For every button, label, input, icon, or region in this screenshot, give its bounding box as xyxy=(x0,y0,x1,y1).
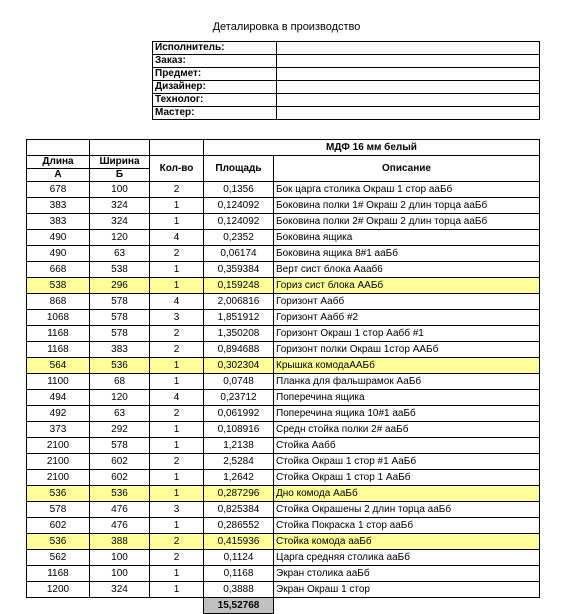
cell-qty: 1 xyxy=(150,486,204,502)
cell-length: 1200 xyxy=(27,582,90,598)
cell-qty: 2 xyxy=(150,454,204,470)
cell-area: 0,894688 xyxy=(204,342,274,358)
area-total: 15,52768 xyxy=(204,598,274,614)
table-row xyxy=(27,390,540,406)
table-row xyxy=(27,486,540,502)
table-row xyxy=(27,262,540,278)
parts-table xyxy=(26,139,540,614)
cell-area: 2,006816 xyxy=(204,294,274,310)
cell-qty: 1 xyxy=(150,374,204,390)
cell-qty: 1 xyxy=(150,278,204,294)
cell-width: 324 xyxy=(90,582,150,598)
table-row xyxy=(27,502,540,518)
cell-area: 0,124092 xyxy=(204,198,274,214)
cell-area: 0,1124 xyxy=(204,550,274,566)
cell-width: 100 xyxy=(90,182,150,198)
table-row xyxy=(27,518,540,534)
cell-description: Горизонт Аабб xyxy=(274,294,540,310)
cell-area: 0,287296 xyxy=(204,486,274,502)
info-label: Технолог: xyxy=(153,94,277,107)
cell-area: 1,350208 xyxy=(204,326,274,342)
cell-description: Планка для фальшрамок АаБб xyxy=(274,374,540,390)
info-row xyxy=(153,68,540,81)
cell-area: 0,359384 xyxy=(204,262,274,278)
cell-qty: 3 xyxy=(150,502,204,518)
cell-length: 373 xyxy=(27,422,90,438)
cell-qty: 1 xyxy=(150,470,204,486)
material-header: МДФ 16 мм белый xyxy=(204,140,540,156)
cell-qty: 4 xyxy=(150,294,204,310)
cell-qty: 2 xyxy=(150,246,204,262)
table-row xyxy=(27,582,540,598)
info-value xyxy=(277,42,540,55)
cell-length: 678 xyxy=(27,182,90,198)
cell-area: 0,061992 xyxy=(204,406,274,422)
cell-description: Экран столика ааБб xyxy=(274,566,540,582)
cell-length: 602 xyxy=(27,518,90,534)
cell-area: 0,1168 xyxy=(204,566,274,582)
cell-area: 1,2642 xyxy=(204,470,274,486)
cell-width: 536 xyxy=(90,358,150,374)
cell-qty: 1 xyxy=(150,582,204,598)
table-row xyxy=(27,294,540,310)
cell-qty: 1 xyxy=(150,422,204,438)
cell-description: Стойка Окрашены 2 длин торца ааБб xyxy=(274,502,540,518)
table-row xyxy=(27,374,540,390)
col-qty-header: Кол-во xyxy=(150,156,204,182)
cell-length: 383 xyxy=(27,214,90,230)
cell-description: Бок царга столика Окраш 1 стор ааБб xyxy=(274,182,540,198)
table-row xyxy=(27,214,540,230)
cell-length: 2100 xyxy=(27,454,90,470)
cell-length: 536 xyxy=(27,486,90,502)
cell-length: 2100 xyxy=(27,470,90,486)
cell-length: 578 xyxy=(27,502,90,518)
cell-description: Поперечина ящика 10#1 ааБб xyxy=(274,406,540,422)
cell-qty: 2 xyxy=(150,534,204,550)
table-row xyxy=(27,358,540,374)
cell-qty: 2 xyxy=(150,326,204,342)
table-row xyxy=(27,342,540,358)
table-row xyxy=(27,454,540,470)
cell-width: 63 xyxy=(90,246,150,262)
info-value xyxy=(277,94,540,107)
table-row xyxy=(27,438,540,454)
cell-description: Горизонт полки Окраш 1стор ААБб xyxy=(274,342,540,358)
cell-length: 1168 xyxy=(27,326,90,342)
cell-length: 668 xyxy=(27,262,90,278)
info-row xyxy=(153,94,540,107)
cell-length: 383 xyxy=(27,198,90,214)
cell-description: Стойка Покраска 1 стор ааБб xyxy=(274,518,540,534)
table-row xyxy=(27,182,540,198)
cell-length: 562 xyxy=(27,550,90,566)
table-row xyxy=(27,198,540,214)
info-label: Предмет: xyxy=(153,68,277,81)
cell-width: 578 xyxy=(90,438,150,454)
cell-width: 578 xyxy=(90,294,150,310)
cell-area: 0,0748 xyxy=(204,374,274,390)
table-row xyxy=(27,246,540,262)
info-label: Мастер: xyxy=(153,107,277,120)
cell-qty: 4 xyxy=(150,230,204,246)
table-row xyxy=(27,230,540,246)
cell-width: 602 xyxy=(90,454,150,470)
cell-length: 1168 xyxy=(27,566,90,582)
cell-description: Боковина полки 2# Окраш 2 длин торца ааБб xyxy=(274,214,540,230)
cell-description: Горизонт Аабб #2 xyxy=(274,310,540,326)
cell-length: 494 xyxy=(27,390,90,406)
col-area-header: Площадь xyxy=(204,156,274,182)
cell-description: Гориз сист блока ААБб xyxy=(274,278,540,294)
cell-description: Верт сист блока Аааб6 xyxy=(274,262,540,278)
cell-area: 0,23712 xyxy=(204,390,274,406)
cell-width: 324 xyxy=(90,214,150,230)
cell-description: Стойка Аабб xyxy=(274,438,540,454)
cell-qty: 1 xyxy=(150,566,204,582)
cell-area: 1,851912 xyxy=(204,310,274,326)
cell-qty: 2 xyxy=(150,406,204,422)
cell-area: 0,1356 xyxy=(204,182,274,198)
cell-area: 1,2138 xyxy=(204,438,274,454)
cell-area: 0,3888 xyxy=(204,582,274,598)
table-row xyxy=(27,534,540,550)
cell-area: 2,5284 xyxy=(204,454,274,470)
cell-length: 564 xyxy=(27,358,90,374)
cell-area: 0,108916 xyxy=(204,422,274,438)
cell-qty: 1 xyxy=(150,518,204,534)
col-width-subheader: Б xyxy=(90,169,150,182)
info-row xyxy=(153,107,540,120)
table-row xyxy=(27,406,540,422)
cell-width: 120 xyxy=(90,230,150,246)
cell-length: 1100 xyxy=(27,374,90,390)
cell-length: 1068 xyxy=(27,310,90,326)
cell-description: Боковина ящика xyxy=(274,230,540,246)
cell-qty: 1 xyxy=(150,214,204,230)
cell-width: 476 xyxy=(90,518,150,534)
cell-description: Стойка Окраш 1 стор #1 АаБб xyxy=(274,454,540,470)
cell-description: Боковина ящика 8#1 ааБб xyxy=(274,246,540,262)
info-value xyxy=(277,68,540,81)
table-row xyxy=(27,566,540,582)
cell-area: 0,159248 xyxy=(204,278,274,294)
cell-width: 292 xyxy=(90,422,150,438)
cell-qty: 1 xyxy=(150,358,204,374)
info-label: Заказ: xyxy=(153,55,277,68)
cell-description: Крышка комодаААБб xyxy=(274,358,540,374)
cell-area: 0,415936 xyxy=(204,534,274,550)
info-table xyxy=(152,41,540,120)
cell-width: 538 xyxy=(90,262,150,278)
cell-description: Боковина полки 1# Окраш 2 длин торца ааБб xyxy=(274,198,540,214)
col-width-header: Ширина xyxy=(90,156,150,169)
cell-width: 476 xyxy=(90,502,150,518)
cell-area: 0,124092 xyxy=(204,214,274,230)
table-row xyxy=(27,550,540,566)
cell-qty: 2 xyxy=(150,550,204,566)
cell-qty: 1 xyxy=(150,198,204,214)
cell-width: 578 xyxy=(90,326,150,342)
cell-length: 1168 xyxy=(27,342,90,358)
cell-area: 0,825384 xyxy=(204,502,274,518)
info-row xyxy=(153,81,540,94)
cell-description: Стойка Окраш 1 стор 1 АаБб xyxy=(274,470,540,486)
table-row xyxy=(27,310,540,326)
cell-qty: 3 xyxy=(150,310,204,326)
document-title: Деталировка в производство xyxy=(212,21,361,33)
cell-width: 100 xyxy=(90,550,150,566)
cell-description: Горизонт Окраш 1 стор Аабб #1 xyxy=(274,326,540,342)
cell-length: 492 xyxy=(27,406,90,422)
cell-description: Царга средняя столика ааБб xyxy=(274,550,540,566)
cell-length: 538 xyxy=(27,278,90,294)
cell-width: 100 xyxy=(90,566,150,582)
cell-width: 324 xyxy=(90,198,150,214)
cell-width: 388 xyxy=(90,534,150,550)
cell-area: 0,2352 xyxy=(204,230,274,246)
cell-length: 490 xyxy=(27,230,90,246)
cell-width: 120 xyxy=(90,390,150,406)
cell-description: Стойка комода ааБб xyxy=(274,534,540,550)
cell-length: 536 xyxy=(27,534,90,550)
cell-width: 383 xyxy=(90,342,150,358)
cell-qty: 1 xyxy=(150,262,204,278)
col-length-header: Длина xyxy=(27,156,90,169)
cell-area: 0,286552 xyxy=(204,518,274,534)
cell-qty: 2 xyxy=(150,342,204,358)
cell-width: 63 xyxy=(90,406,150,422)
info-label: Исполнитель: xyxy=(153,42,277,55)
cell-area: 0,06174 xyxy=(204,246,274,262)
cell-description: Средн стойка полки 2# ааБб xyxy=(274,422,540,438)
cell-length: 490 xyxy=(27,246,90,262)
cell-length: 2100 xyxy=(27,438,90,454)
cell-description: Поперечина ящика xyxy=(274,390,540,406)
table-row xyxy=(27,470,540,486)
table-row xyxy=(27,422,540,438)
cell-length: 868 xyxy=(27,294,90,310)
cell-width: 578 xyxy=(90,310,150,326)
table-row xyxy=(27,278,540,294)
table-row xyxy=(27,326,540,342)
cell-qty: 1 xyxy=(150,438,204,454)
cell-width: 536 xyxy=(90,486,150,502)
info-value xyxy=(277,81,540,94)
info-label: Дизайнер: xyxy=(153,81,277,94)
cell-width: 68 xyxy=(90,374,150,390)
cell-qty: 4 xyxy=(150,390,204,406)
col-desc-header: Описание xyxy=(274,156,540,182)
info-row xyxy=(153,55,540,68)
col-length-subheader: А xyxy=(27,169,90,182)
cell-description: Экран Окраш 1 стор xyxy=(274,582,540,598)
cell-width: 296 xyxy=(90,278,150,294)
cell-width: 602 xyxy=(90,470,150,486)
cell-qty: 2 xyxy=(150,182,204,198)
info-row xyxy=(153,42,540,55)
cell-description: Дно комода АаБб xyxy=(274,486,540,502)
cell-area: 0,302304 xyxy=(204,358,274,374)
info-value xyxy=(277,107,540,120)
info-value xyxy=(277,55,540,68)
